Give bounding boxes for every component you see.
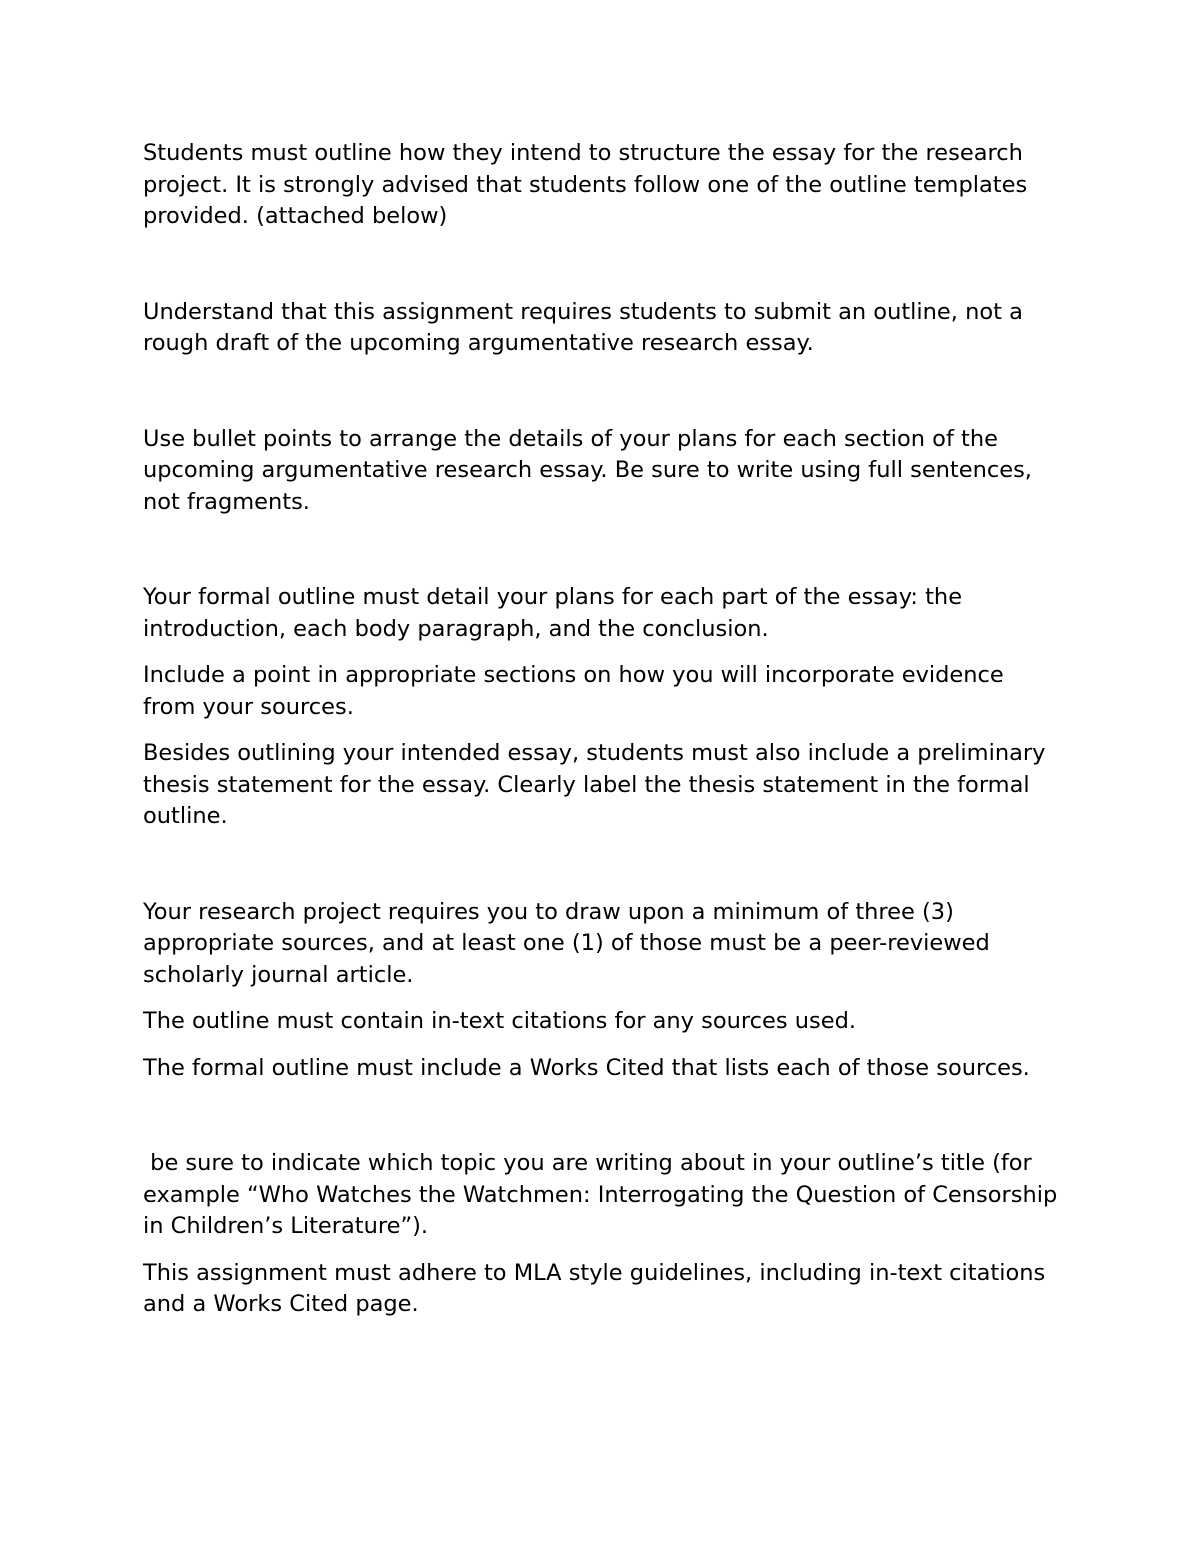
paragraph-outline-not-draft: Understand that this assignment requires students to submit an outline, not a rough draft of the upcoming argumentative research essay. bbox=[143, 298, 1023, 356]
paragraph-mla-style: This assignment must adhere to MLA style guidelines, including in-text citations and a Works Cited page. bbox=[143, 1259, 1046, 1317]
paragraph-incorporate-evidence: Include a point in appropriate sections on how you will incorporate evidence from your sources. bbox=[143, 662, 1004, 720]
paragraph-formal-outline-parts: Your formal outline must detail your plans for each part of the essay: the introduction, each body paragraph, and the conclusion. bbox=[143, 584, 963, 642]
paragraph-sources-requirement: Your research project requires you to draw upon a minimum of three (3) appropriate sources, and at least one (1) of those must be a peer-reviewed scholarly journal article. bbox=[143, 898, 990, 988]
paragraph-works-cited: The formal outline must include a Works Cited that lists each of those sources. bbox=[143, 1054, 1030, 1081]
paragraph-in-text-citations: The outline must contain in-text citations for any sources used. bbox=[143, 1008, 857, 1034]
paragraph-outline-title: be sure to indicate which topic you are writing about in your outline’s title (for example “Who Watches the Watchmen: Interrogating the Question of Censorship in Children’s Literature”). bbox=[143, 1150, 1065, 1239]
paragraph-thesis-statement: Besides outlining your intended essay, students must also include a preliminary thesis statement for the essay. Clearly label the thesis statement in the formal outline. bbox=[143, 740, 1046, 829]
paragraph-outline-structure: Students must outline how they intend to structure the essay for the research project. It is strongly advised that students follow one of the outline templates provided. (attached below) bbox=[143, 140, 1028, 229]
paragraph-bullet-points: Use bullet points to arrange the details of your plans for each section of the upcoming argumentative research essay. Be sure to write using full sentences, not fragments. bbox=[143, 425, 1032, 515]
document-body bbox=[143, 138, 1063, 1321]
